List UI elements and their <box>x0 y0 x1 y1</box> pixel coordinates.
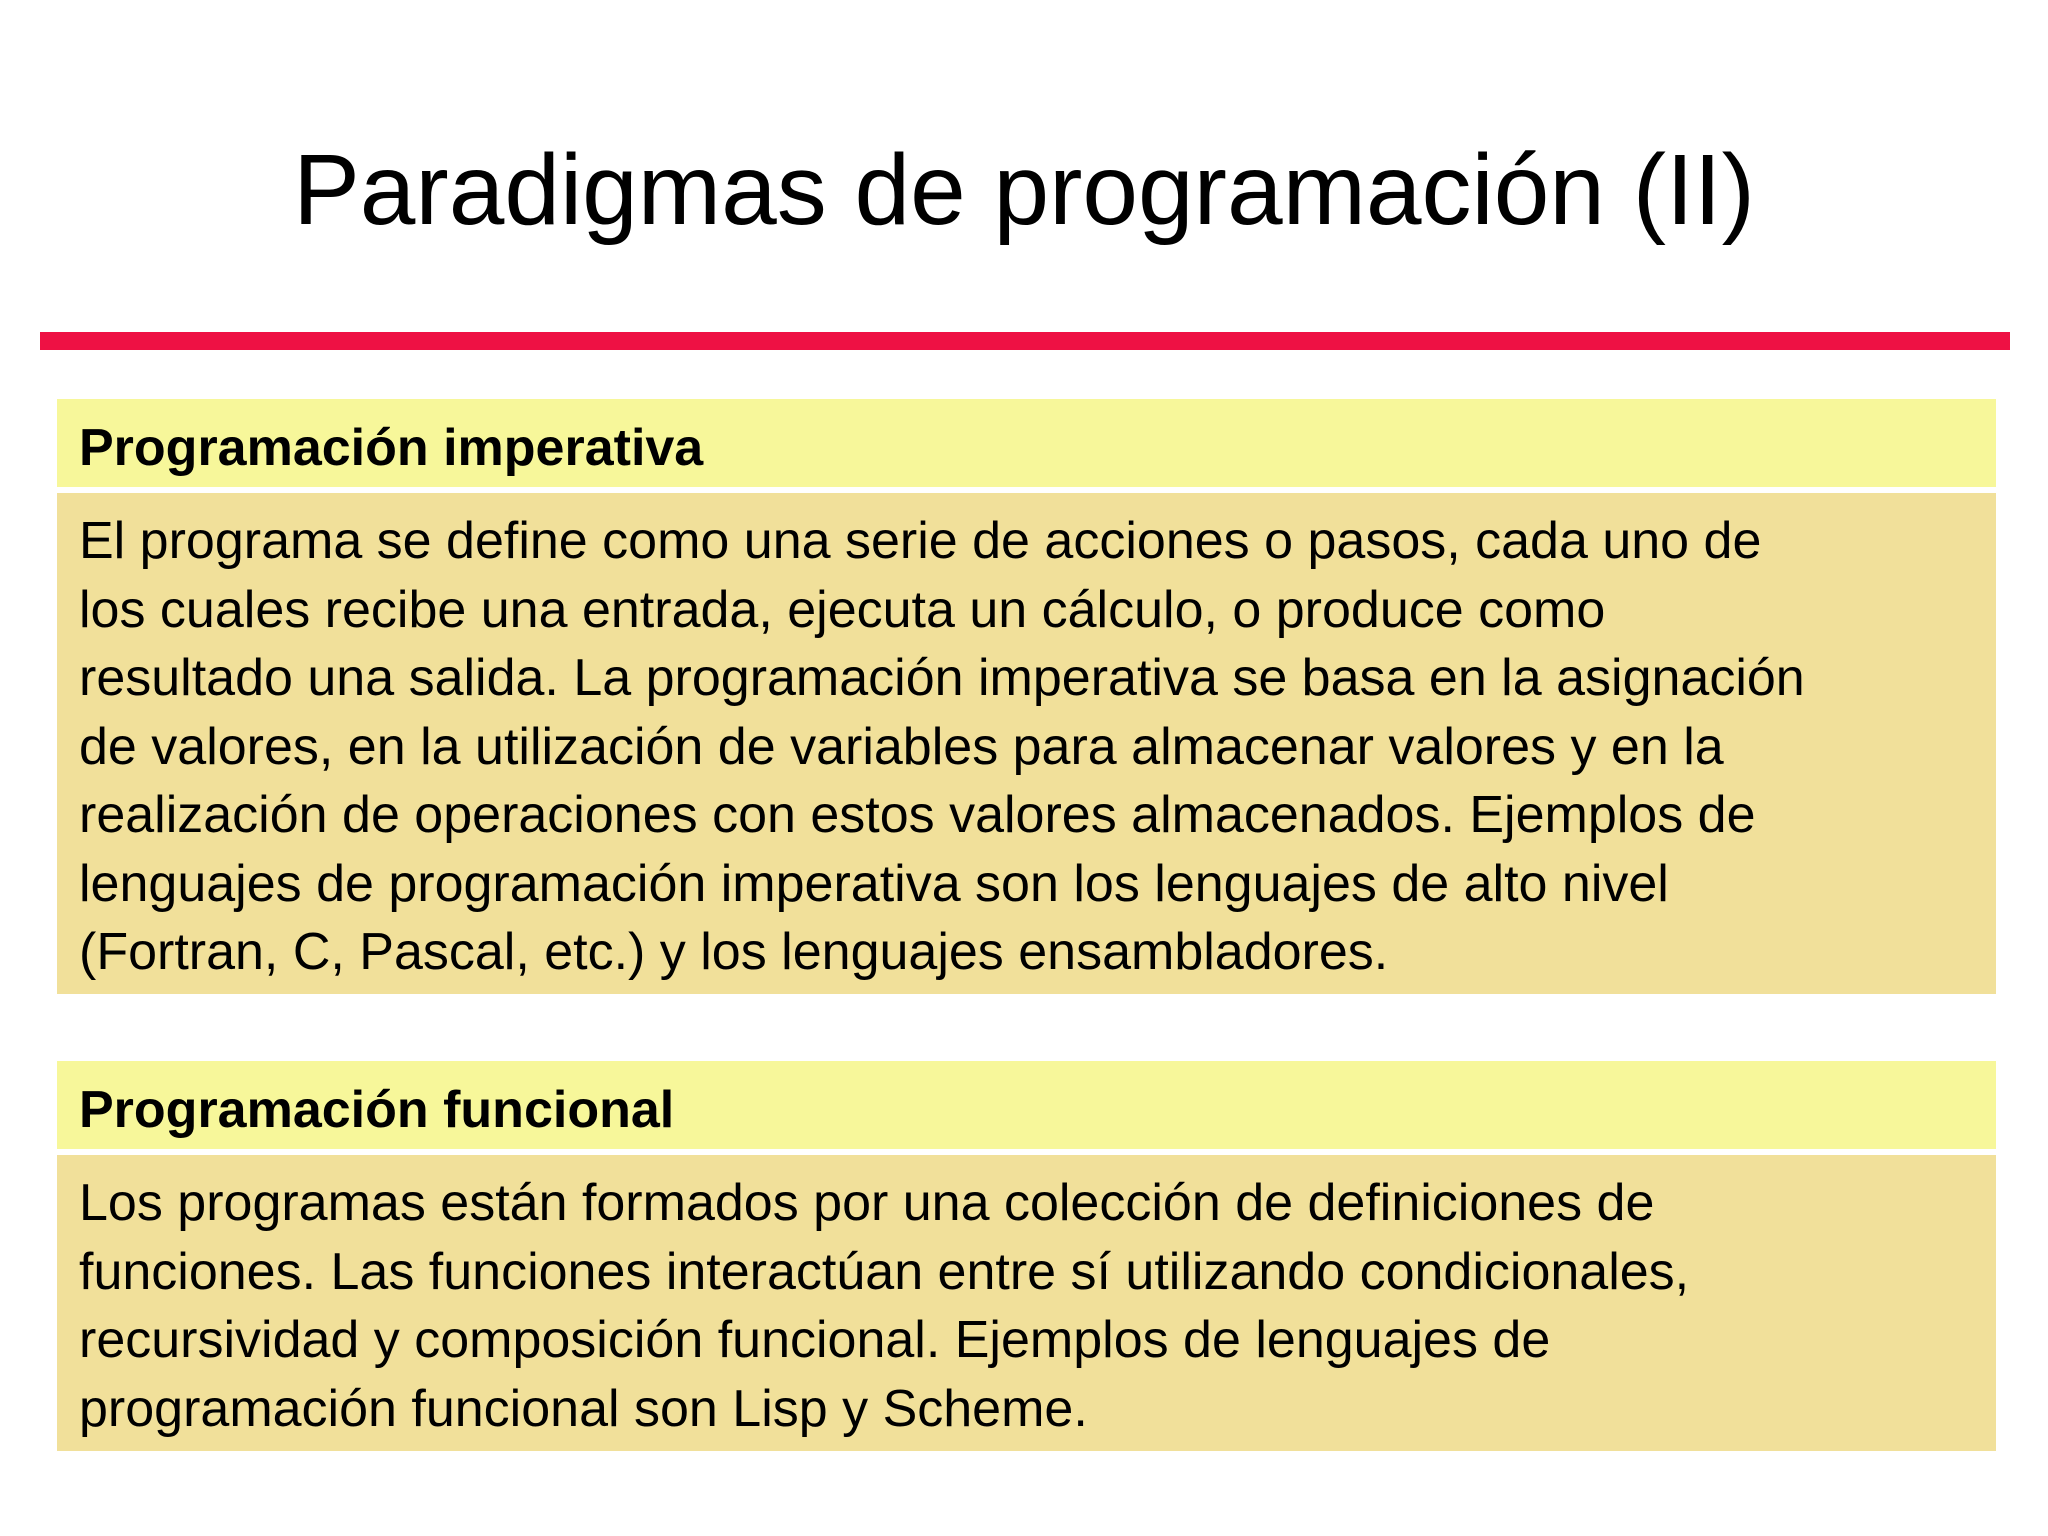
body-line: recursividad y composición funcional. Ejemplos de lenguajes de <box>79 1311 1551 1369</box>
section-heading: Programación funcional <box>57 1061 1996 1149</box>
title-divider <box>40 332 2010 350</box>
body-line: Los programas están formados por una colección de definiciones de <box>79 1174 1655 1232</box>
section-imperative-programming <box>57 399 1996 994</box>
body-line: lenguajes de programación imperativa son los lenguajes de alto nivel <box>79 854 1669 913</box>
section-body <box>57 1155 1996 1451</box>
section-heading: Programación imperativa <box>57 399 1996 487</box>
body-line: El programa se define como una serie de acciones o pasos, cada uno de <box>79 512 1762 570</box>
body-line: (Fortran, C, Pascal, etc.) y los lenguajes ensambladores. <box>79 923 1389 981</box>
section-functional-programming <box>57 1061 1996 1451</box>
body-line: programación funcional son Lisp y Scheme. <box>79 1379 1088 1438</box>
body-line: los cuales recibe una entrada, ejecuta un cálculo, o produce como <box>79 580 1606 639</box>
body-line: realización de operaciones con estos valores almacenados. Ejemplos de <box>79 786 1756 844</box>
body-line: resultado una salida. La programación imperativa se basa en la asignación <box>79 649 1805 707</box>
slide-title: Paradigmas de programación (II) <box>293 134 1755 246</box>
body-line: de valores, en la utilización de variables para almacenar valores y en la <box>79 717 1724 776</box>
body-line: funciones. Las funciones interactúan entre sí utilizando condicionales, <box>79 1242 1690 1301</box>
section-body <box>57 493 1996 994</box>
